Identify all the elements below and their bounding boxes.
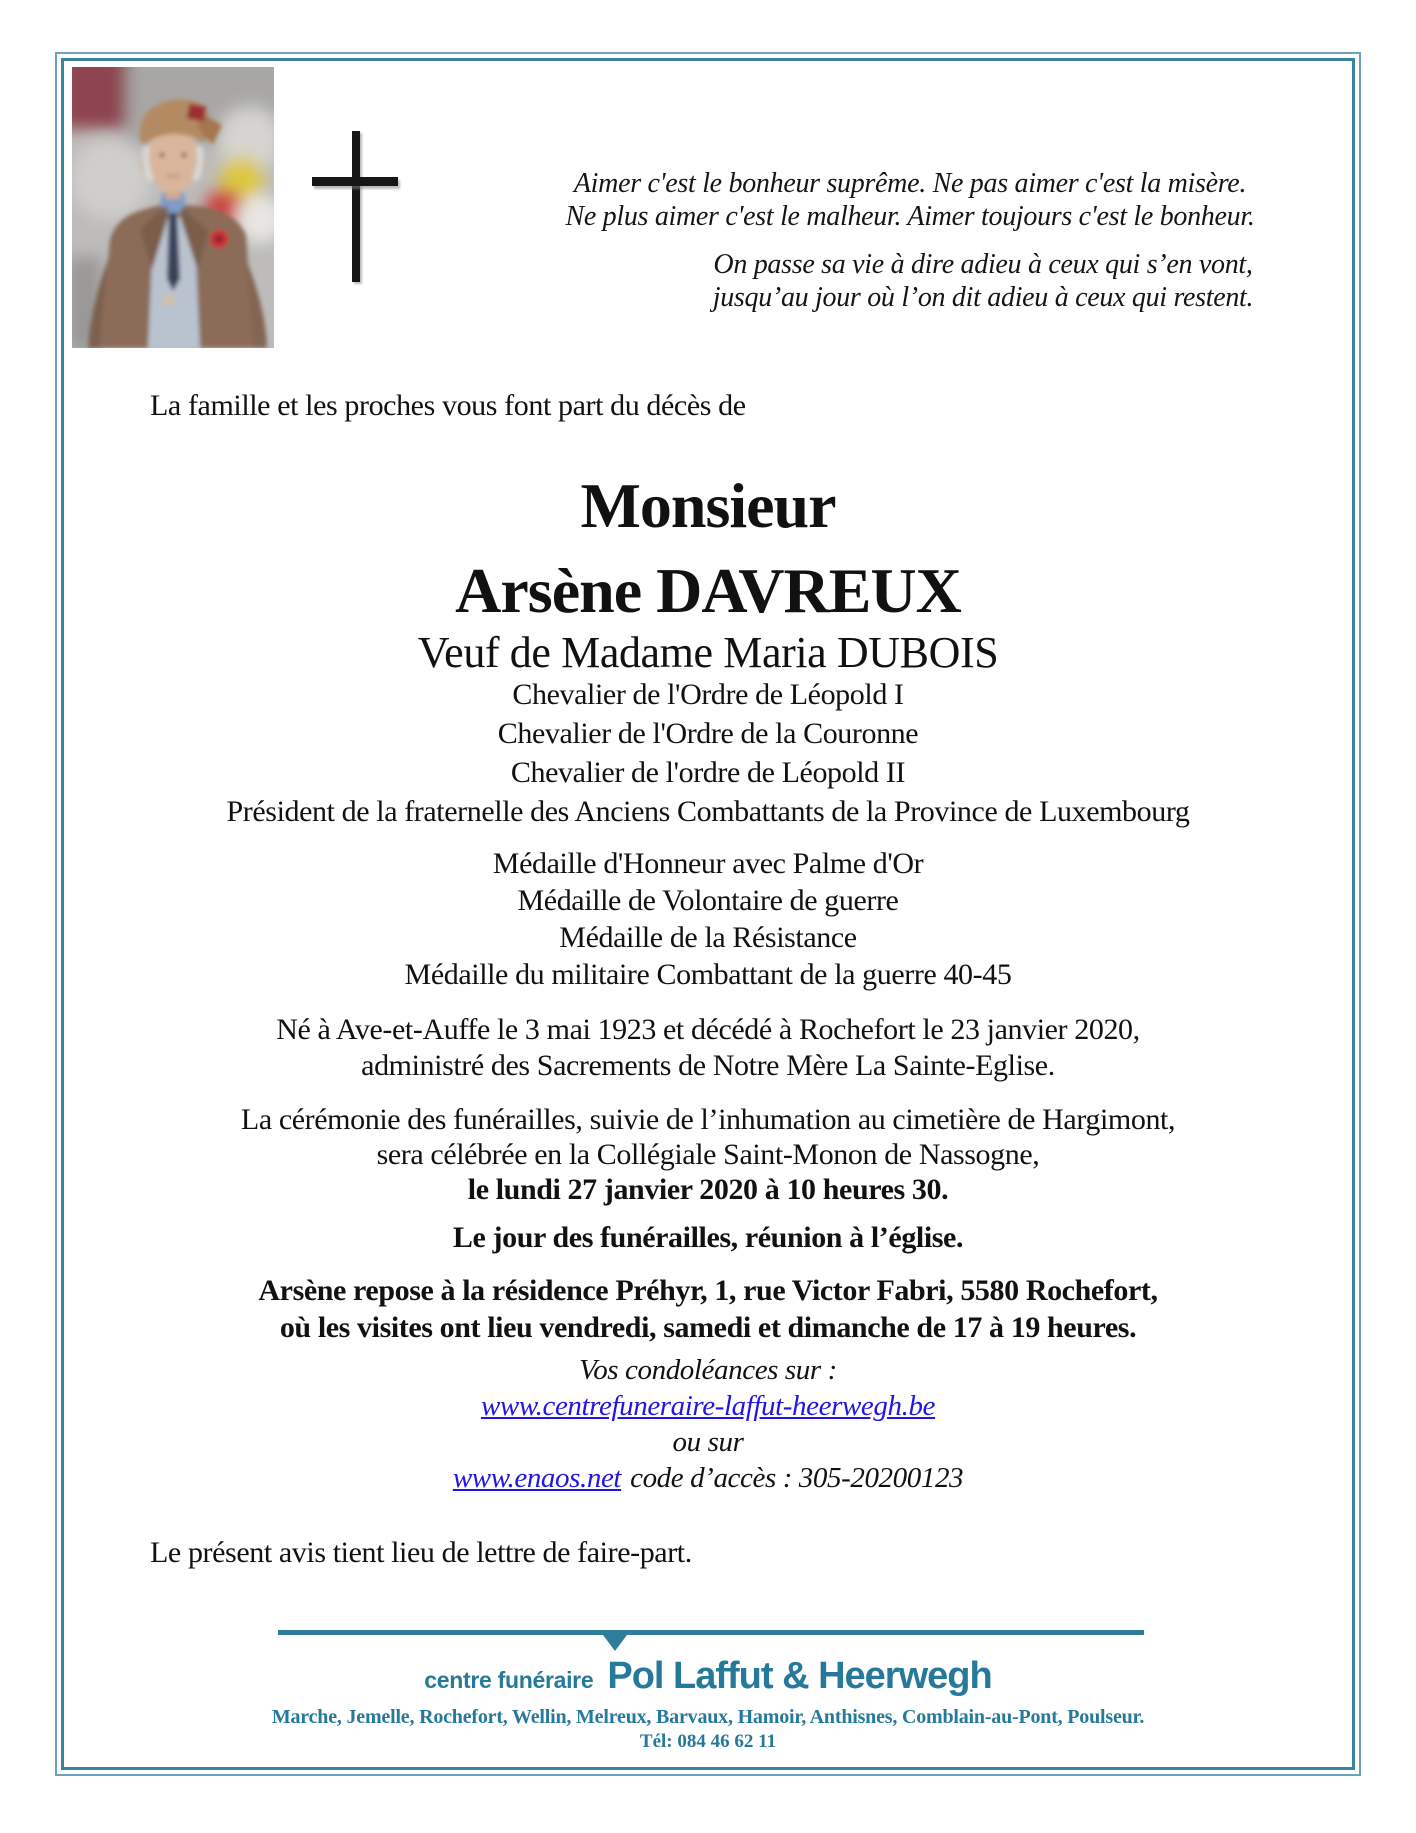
- brand-prefix: centre funéraire: [424, 1667, 594, 1693]
- footer-separator: [278, 1630, 1144, 1635]
- quote-line: Aimer c'est le bonheur suprême. Ne pas aimer c'est la misère.: [573, 168, 1247, 199]
- repose-line: où les visites ont lieu vendredi, samedi et dimanche de 17 à 19 heures.: [279, 1311, 1137, 1344]
- opening-quote: [455, 167, 1365, 314]
- medal-line: Médaille de Volontaire de guerre: [517, 884, 899, 917]
- life-block: [62, 1012, 1354, 1084]
- deceased-title-block: [62, 463, 1354, 633]
- widower-line: Veuf de Madame Maria DUBOIS: [417, 628, 999, 677]
- honor-line: Chevalier de l'Ordre de Léopold I: [512, 678, 904, 711]
- honor-line: Chevalier de l'Ordre de la Couronne: [497, 717, 919, 750]
- life-line: administré des Sacrements de Notre Mère La Sainte-Eglise.: [361, 1049, 1055, 1082]
- condolence-or: ou sur: [672, 1426, 744, 1458]
- medal-line: Médaille de la Résistance: [559, 921, 857, 954]
- honors-block: [62, 675, 1354, 831]
- intro-line: La famille et les proches vous font part du décès de: [150, 389, 746, 422]
- quote-line: Ne plus aimer c'est le malheur. Aimer toujours c'est le bonheur.: [565, 201, 1255, 232]
- quote-line: On passe sa vie à dire adieu à ceux qui s’en vont,: [713, 249, 1253, 280]
- cross-vertical-bar: [352, 131, 360, 282]
- quote-line: jusqu’au jour où l’on dit adieu à ceux qui restent.: [712, 282, 1254, 313]
- medals-block: [62, 845, 1354, 993]
- cross-icon: [310, 131, 402, 283]
- ceremony-line: sera célébrée en la Collégiale Saint-Monon de Nassogne,: [376, 1138, 1040, 1171]
- life-line: Né à Ave-et-Auffe le 3 mai 1923 et décédé à Rochefort le 23 janvier 2020,: [276, 1013, 1140, 1046]
- brand-name: Pol Laffut & Heerwegh: [607, 1655, 992, 1697]
- ceremony-date-line: le lundi 27 janvier 2020 à 10 heures 30.: [467, 1173, 949, 1206]
- portrait-photo: [72, 67, 274, 348]
- condolence-link-primary[interactable]: www.centrefuneraire-laffut-heerwegh.be: [480, 1390, 936, 1422]
- cross-horizontal-bar: [312, 177, 398, 186]
- phone-line: Tél: 084 46 62 11: [639, 1731, 777, 1752]
- notice-line: Le présent avis tient lieu de lettre de faire-part.: [150, 1536, 692, 1569]
- ceremony-line: La cérémonie des funérailles, suivie de l’inhumation au cimetière de Hargimont,: [240, 1103, 1176, 1136]
- deceased-name: Arsène DAVREUX: [455, 555, 961, 626]
- funeral-home-logo: [62, 1655, 1354, 1698]
- deceased-title: Monsieur: [580, 470, 836, 541]
- meeting-line: Le jour des funérailles, réunion à l’église.: [452, 1221, 964, 1254]
- condolences-intro: Vos condoléances sur :: [579, 1354, 837, 1386]
- condolence-link-enaos[interactable]: www.enaos.net: [452, 1462, 622, 1494]
- brand-triangle-icon: [603, 1635, 627, 1651]
- medal-line: Médaille d'Honneur avec Palme d'Or: [492, 847, 924, 880]
- locations-line: Marche, Jemelle, Rochefort, Wellin, Melreux, Barvaux, Hamoir, Anthisnes, Comblain-au-Pont, Poulseur.: [271, 1706, 1145, 1728]
- condolences-block: [62, 1352, 1354, 1496]
- honor-line: Chevalier de l'ordre de Léopold II: [510, 756, 906, 789]
- honor-line: Président de la fraternelle des Anciens Combattants de la Province de Luxembourg: [226, 795, 1190, 828]
- ceremony-block: [62, 1102, 1354, 1207]
- access-code: code d’accès : 305-20200123: [630, 1462, 964, 1494]
- medal-line: Médaille du militaire Combattant de la guerre 40-45: [404, 958, 1012, 991]
- repose-line: Arsène repose à la résidence Préhyr, 1, rue Victor Fabri, 5580 Rochefort,: [258, 1274, 1158, 1307]
- repose-block: [62, 1272, 1354, 1346]
